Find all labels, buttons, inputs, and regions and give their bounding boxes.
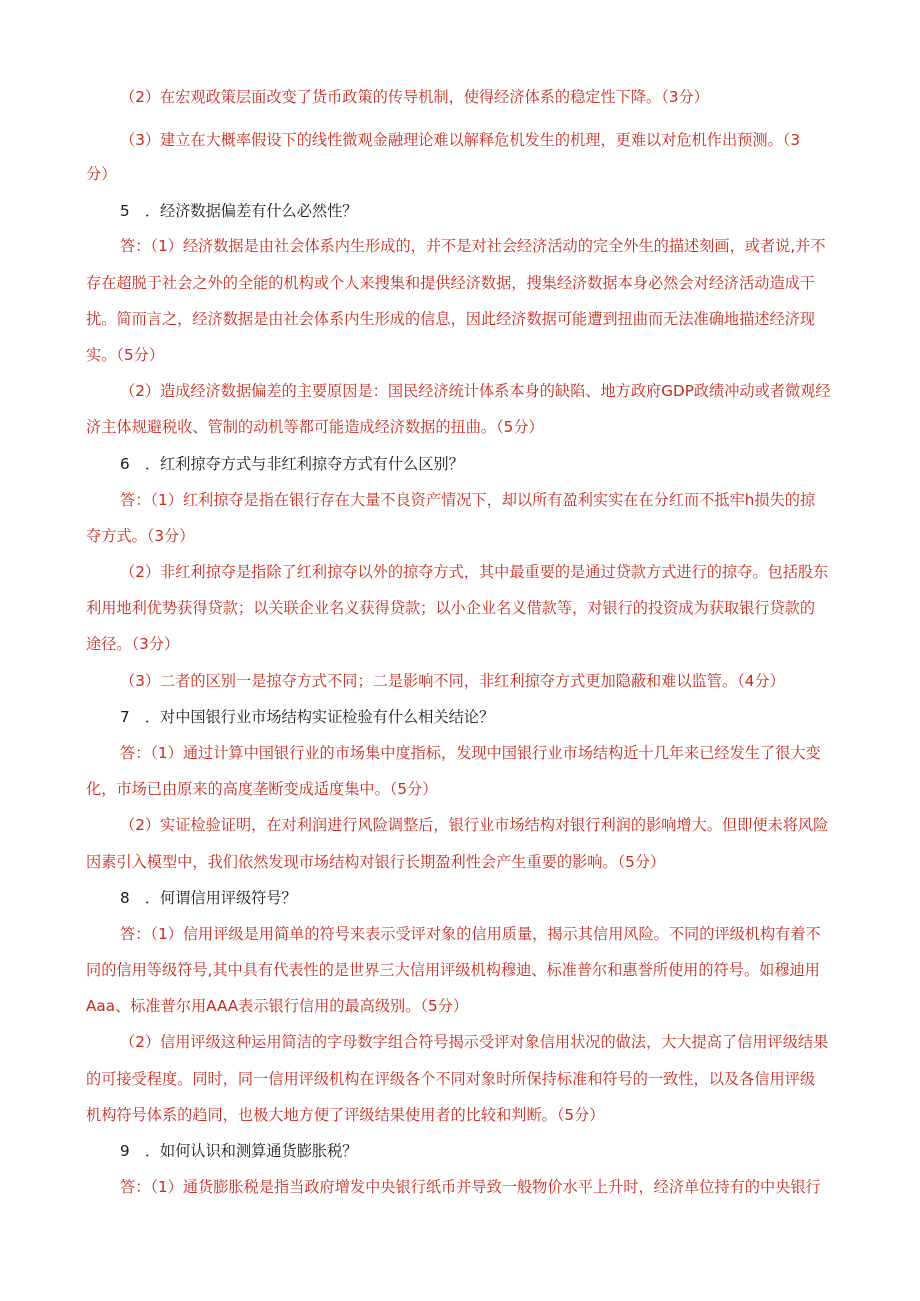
answer-line: 济主体规避税收、管制的动机等都可能造成经济数据的扭曲。（5分） xyxy=(86,418,544,436)
answer-line: （2）造成经济数据偏差的主要原因是：国民经济统计体系本身的缺陷、地方政府GDP政绩冲动或者微观经 xyxy=(120,382,831,400)
answer-line: 夺方式。（3分） xyxy=(86,527,195,545)
answer-line: 机构符号体系的趋同，也极大地方便了评级结果使用者的比较和判断。（5分） xyxy=(86,1106,605,1124)
answer-line: 答：（1）经济数据是由社会体系内生形成的，并不是对社会经济活动的完全外生的描述刻画，或者说,并不 xyxy=(120,237,826,255)
answer-line: 答：（1）通过计算中国银行业的市场集中度指标，发现中国银行业市场结构近十几年来已经发生了很大变 xyxy=(120,744,821,762)
question-heading: 5 ．经济数据偏差有什么必然性？ xyxy=(120,202,358,220)
answer-line: 答：（1）通货膨胀税是指当政府增发中央银行纸币并导致一般物价水平上升时，经济单位持有的中央银行 xyxy=(120,1178,821,1196)
question-heading: 8 ．何谓信用评级符号？ xyxy=(120,889,297,907)
answer-line: 同的信用等级符号,其中具有代表性的是世界三大信用评级机构穆迪、标准普尔和惠誉所使用的符号。如穆迪用 xyxy=(86,961,820,979)
answer-line: 化，市场已由原来的高度垄断变成适度集中。（5分） xyxy=(86,780,438,798)
answer-line: Aaa、标准普尔用AAA表示银行信用的最高级别。（5分） xyxy=(86,997,469,1015)
answer-line: 途径。（3分） xyxy=(86,635,180,653)
answer-line: 的可接受程度。同时，同一信用评级机构在评级各个不同对象时所保持标准和符号的一致性，以及各信用评级 xyxy=(86,1070,815,1088)
answer-line: （2）非红利掠夺是指除了红利掠夺以外的掠夺方式，其中最重要的是通过贷款方式进行的掠夺。包括股东 xyxy=(120,563,829,581)
answer-line: 因素引入模型中，我们依然发现市场结构对银行长期盈利性会产生重要的影响。（5分） xyxy=(86,853,666,871)
answer-line: 答：（1）信用评级是用简单的符号来表示受评对象的信用质量，揭示其信用风险。不同的评级机构有着不 xyxy=(120,925,821,943)
answer-line: （2）在宏观政策层面改变了货币政策的传导机制，使得经济体系的稳定性下降。（3分） xyxy=(120,88,709,106)
question-heading: 6 ．红利掠夺方式与非红利掠夺方式有什么区别？ xyxy=(120,455,464,473)
answer-line: （3）建立在大概率假设下的线性微观金融理论难以解释危机发生的机理，更难以对危机作出预测。（3 xyxy=(120,131,800,149)
answer-line: 存在超脱于社会之外的全能的机构或个人来搜集和提供经济数据，搜集经济数据本身必然会对经济活动造成干 xyxy=(86,274,815,292)
question-heading: 7 ．对中国银行业市场结构实证检验有什么相关结论？ xyxy=(120,708,495,726)
answer-line: 利用地利优势获得贷款；以关联企业名义获得贷款；以小企业名义借款等，对银行的投资成为获取银行贷款的 xyxy=(86,599,815,617)
answer-line: （2）信用评级这种运用简洁的字母数字组合符号揭示受评对象信用状况的做法，大大提高了信用评级结果 xyxy=(120,1033,829,1051)
question-heading: 9 ．如何认识和测算通货膨胀税？ xyxy=(120,1142,358,1160)
answer-line: 答：（1）红利掠夺是指在银行存在大量不良资产情况下，却以所有盈利实实在在分红而不抵牢h损失的掠 xyxy=(120,491,816,509)
answer-line: 实。（5分） xyxy=(86,346,165,364)
answer-line: 分） xyxy=(86,165,117,183)
answer-line: 扰。简而言之，经济数据是由社会体系内生形成的信息，因此经济数据可能遭到扭曲而无法准确地描述经济现 xyxy=(86,310,815,328)
answer-line: （3）二者的区别一是掠夺方式不同；二是影响不同，非红利掠夺方式更加隐蔽和难以监管。（4分） xyxy=(120,672,785,690)
answer-line: （2）实证检验证明，在对利润进行风险调整后，银行业市场结构对银行利润的影响增大。但即便未将风险 xyxy=(120,816,829,834)
